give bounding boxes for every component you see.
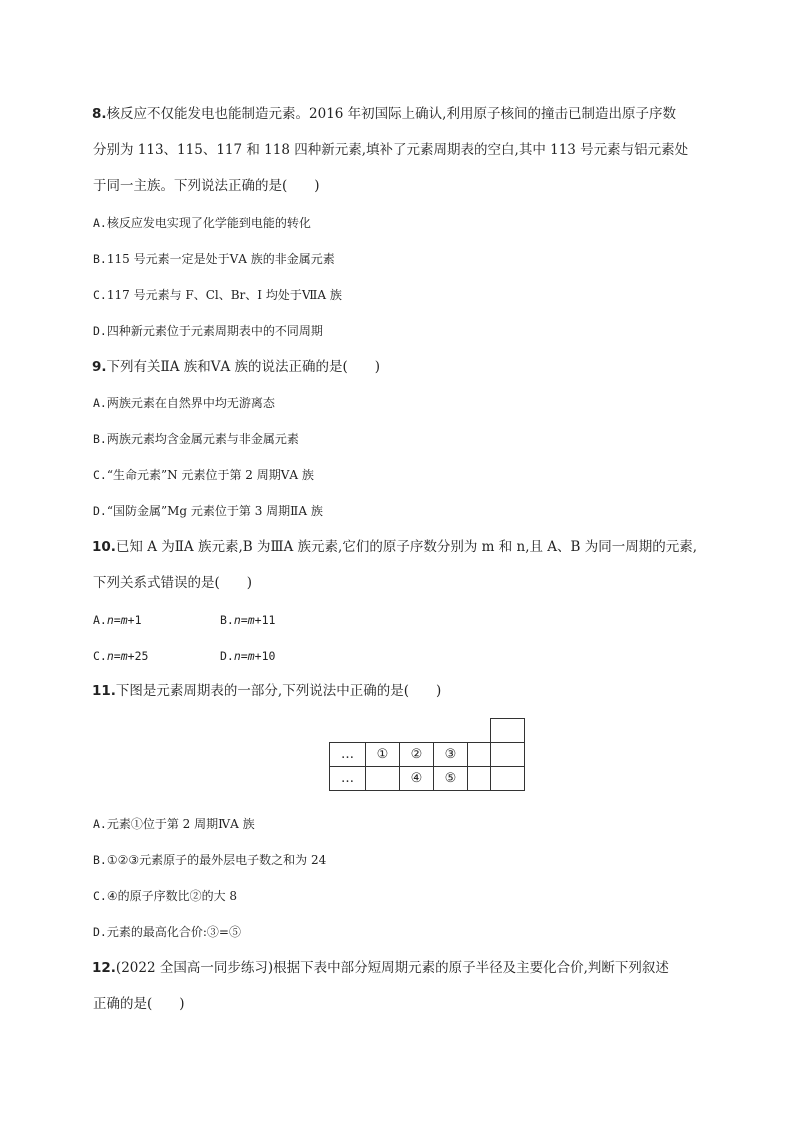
q9-number: 9. [92,359,107,375]
table-cell [468,767,491,791]
table-cell: ① [366,743,400,767]
table-cell: ③ [434,743,468,767]
q12-number: 12. [92,960,116,976]
q10-option-c: C.n=m+25 [93,649,149,663]
q9-option-b: B.两族元素均含金属元素与非金属元素 [93,432,299,446]
q8-stem-line-1: 8.核反应不仅能发电也能制造元素。2016 年初国际上确认,利用原子核间的撞击已制造出原子序数 [92,106,676,122]
q8-stem-line-2: 分别为 113、115、117 和 118 四种新元素,填补了元素周期表的空白,其中 113 号元素与铝元素处 [93,142,689,158]
q12-stem-line-2: 正确的是( ) [93,996,185,1012]
q11-number: 11. [92,683,116,699]
q11-option-a: A.元素①位于第 2 周期ⅣA 族 [93,817,255,831]
table-cell: … [330,743,366,767]
q9-option-c: C.“生命元素”N 元素位于第 2 周期ⅤA 族 [93,468,314,482]
q10-stem-line-2: 下列关系式错误的是( ) [93,575,253,591]
table-cell [400,719,434,743]
q10-number: 10. [92,539,116,555]
q8-stem-line-3: 于同一主族。下列说法正确的是( ) [93,178,320,194]
q9-option-a: A.两族元素在自然界中均无游离态 [93,396,275,410]
table-row [330,743,525,767]
table-cell [468,719,491,743]
periodic-table-fragment [329,718,525,791]
table-cell: ⑤ [434,767,468,791]
table-cell: … [330,767,366,791]
q11-option-c: C.④的原子序数比②的大 8 [93,889,238,903]
table-cell [366,767,400,791]
q11-stem: 11.下图是元素周期表的一部分,下列说法中正确的是( ) [92,683,442,699]
table-cell [330,719,366,743]
table-cell [366,719,400,743]
q10-option-a: A.n=m+1 [93,613,142,627]
table-cell [491,743,525,767]
table-cell [468,743,491,767]
q8-option-a: A.核反应发电实现了化学能到电能的转化 [93,216,311,230]
q9-option-d: D.“国防金属”Mg 元素位于第 3 周期ⅡA 族 [93,504,323,518]
q12-stem-line-1: 12.(2022 全国高一同步练习)根据下表中部分短周期元素的原子半径及主要化合价,判断下列叙述 [92,960,669,976]
q10-option-d: D.n=m+10 [220,649,276,663]
table-row [330,767,525,791]
table-cell: ② [400,743,434,767]
table-cell: ④ [400,767,434,791]
q8-option-c: C.117 号元素与 F、Cl、Br、I 均处于ⅦA 族 [93,288,342,302]
q9-stem: 9.下列有关ⅡA 族和ⅤA 族的说法正确的是( ) [92,359,381,375]
table-cell [491,767,525,791]
q11-option-b: B.①②③元素原子的最外层电子数之和为 24 [93,853,327,867]
table-cell [434,719,468,743]
table-row-top [330,719,525,743]
q8-option-d: D.四种新元素位于元素周期表中的不同周期 [93,324,323,338]
q8-number: 8. [92,106,107,122]
table-cell-corner [491,719,525,743]
q8-option-b: B.115 号元素一定是处于ⅤA 族的非金属元素 [93,252,335,266]
q10-stem-line-1: 10.已知 A 为ⅡA 族元素,B 为ⅢA 族元素,它们的原子序数分别为 m 和 n,且 A、B 为同一周期的元素, [92,539,698,555]
q10-option-b: B.n=m+11 [220,613,276,627]
q11-option-d: D.元素的最高化合价:③=⑤ [93,925,241,939]
